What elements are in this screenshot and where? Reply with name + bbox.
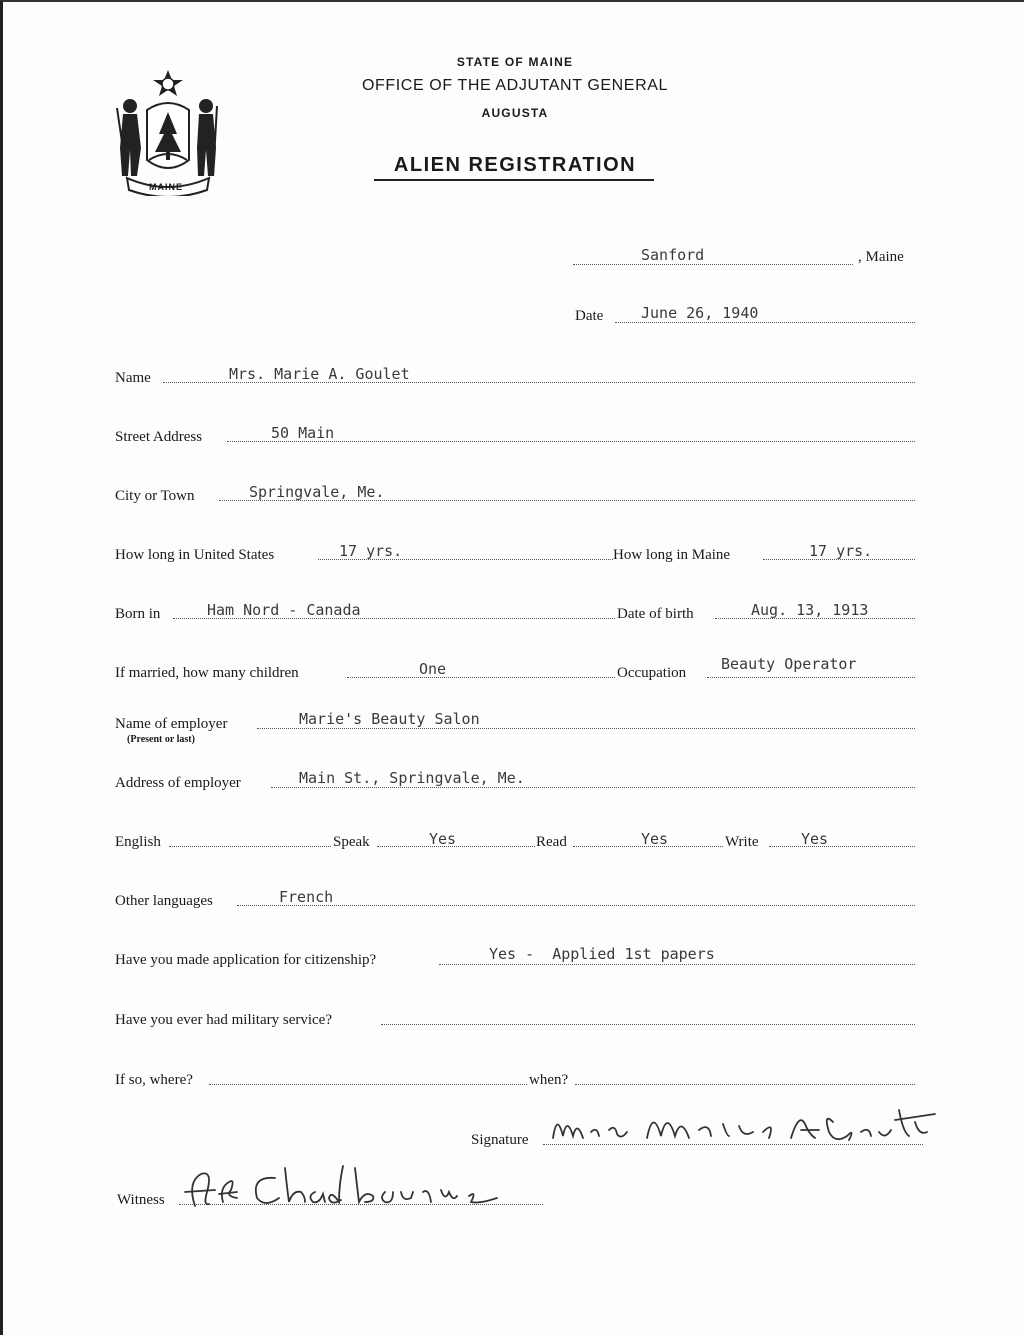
emp-address-label: Address of employer xyxy=(115,775,241,791)
page-title: ALIEN REGISTRATION xyxy=(393,154,637,176)
children-line xyxy=(347,677,615,678)
date-line xyxy=(615,322,915,323)
header-state: STATE OF MAINE xyxy=(456,55,574,69)
title-underline xyxy=(374,179,654,181)
born-value: Ham Nord - Canada xyxy=(207,601,361,619)
emp-address-value: Main St., Springvale, Me. xyxy=(299,769,525,787)
occupation-value: Beauty Operator xyxy=(721,655,857,673)
write-value: Yes xyxy=(801,830,829,848)
street-label: Street Address xyxy=(115,429,203,445)
seal-banner-text: MAINE xyxy=(149,182,183,192)
citizenship-label: Have you made application for citizenship? xyxy=(115,952,377,968)
citizenship-value: Yes - Applied 1st papers xyxy=(489,945,715,963)
employer-line xyxy=(257,728,915,729)
employer-value: Marie's Beauty Salon xyxy=(299,710,480,728)
emp-address-line xyxy=(271,787,915,788)
write-label: Write xyxy=(725,834,759,850)
us-value: 17 yrs. xyxy=(339,542,403,560)
maine-value: 17 yrs. xyxy=(809,542,873,560)
maine-label: How long in Maine xyxy=(613,547,731,563)
born-label: Born in xyxy=(115,606,161,622)
children-value: One xyxy=(419,660,447,678)
where-line xyxy=(209,1084,527,1085)
us-label: How long in United States xyxy=(115,547,275,563)
when-label: when? xyxy=(529,1072,569,1088)
speak-value: Yes xyxy=(429,830,457,848)
other-languages-line xyxy=(237,905,915,906)
children-label: If married, how many children xyxy=(115,665,299,681)
citizenship-line xyxy=(439,964,915,965)
handwritten-signature xyxy=(543,1102,943,1152)
signature-label: Signature xyxy=(471,1132,529,1148)
header-office: OFFICE OF THE ADJUTANT GENERAL xyxy=(361,77,669,94)
speak-label: Speak xyxy=(333,834,370,850)
military-line xyxy=(381,1024,915,1025)
english-line xyxy=(169,846,331,847)
city-label: City or Town xyxy=(115,488,195,504)
place-suffix: , Maine xyxy=(858,249,904,265)
occupation-line xyxy=(707,677,915,678)
place-line xyxy=(573,264,853,265)
street-value: 50 Main xyxy=(271,424,335,442)
witness-signature xyxy=(179,1162,519,1214)
other-languages-value: French xyxy=(279,888,334,906)
other-languages-label: Other languages xyxy=(115,893,213,909)
header-city: AUGUSTA xyxy=(481,106,549,120)
where-label: If so, where? xyxy=(115,1072,193,1088)
date-value: June 26, 1940 xyxy=(641,304,759,322)
occupation-label: Occupation xyxy=(617,665,687,681)
read-value: Yes xyxy=(641,830,669,848)
read-label: Read xyxy=(536,834,567,850)
name-value: Mrs. Marie A. Goulet xyxy=(229,365,410,383)
witness-label: Witness xyxy=(117,1192,165,1208)
when-line xyxy=(575,1084,915,1085)
date-label: Date xyxy=(575,308,604,324)
employer-label: Name of employer xyxy=(115,716,228,732)
dob-value: Aug. 13, 1913 xyxy=(751,601,869,619)
employer-sublabel: (Present or last) xyxy=(127,734,195,745)
place-value: Sanford xyxy=(641,246,705,264)
dob-label: Date of birth xyxy=(617,606,694,622)
military-label: Have you ever had military service? xyxy=(115,1012,332,1028)
name-label: Name xyxy=(115,370,151,386)
city-value: Springvale, Me. xyxy=(249,483,385,501)
write-line xyxy=(769,846,915,847)
english-label: English xyxy=(115,834,161,850)
